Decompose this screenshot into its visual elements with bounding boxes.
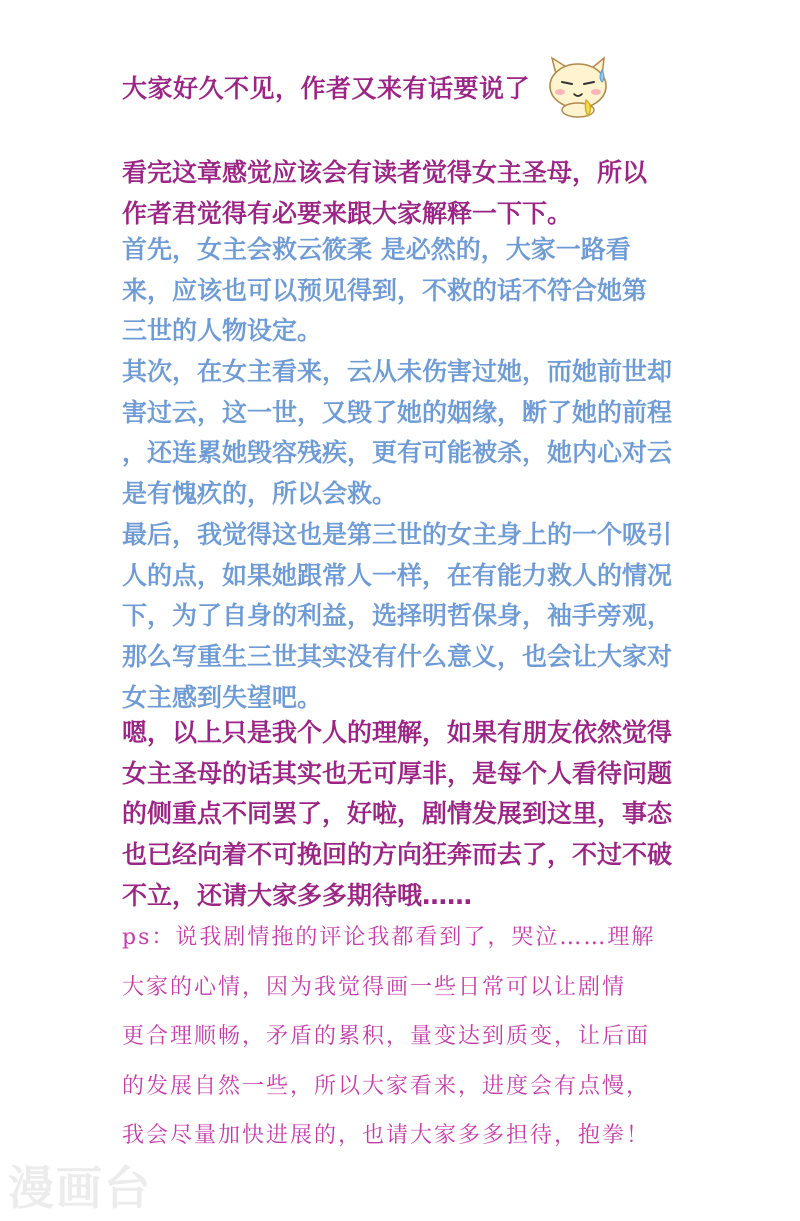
text-line: 的侧重点不同罢了，好啦，剧情发展到这里，事态 <box>122 799 673 829</box>
text-line: 看完这章感觉应该会有读者觉得女主圣母，所以 <box>122 158 648 187</box>
text-line: ，还连累她毁容残疾，更有可能被杀，她内心对云 <box>122 438 673 468</box>
ps-note <box>122 913 702 1161</box>
text-line: 首先，女主会救云筱柔 是必然的，大家一路看 <box>122 235 631 264</box>
text-line: 不立，还请大家多多期待哦…… <box>122 880 473 910</box>
text-line: 是有愧疚的，所以会救。 <box>122 479 398 509</box>
text-line: 我会尽量加快进展的，也请大家多多担待，抱拳！ <box>122 1123 651 1148</box>
text-line: 来，应该也可以预见得到，不救的话不符合她第 <box>122 275 648 305</box>
reason-last-paragraph <box>122 515 702 718</box>
closing-paragraph <box>122 713 702 916</box>
crying-cat-mascot-icon <box>542 56 614 118</box>
text-line: 其次，在女主看来，云从未伤害过她，而她前世却 <box>122 357 673 386</box>
reason-first-paragraph <box>122 230 702 352</box>
text-line: 害过云，这一世，又毁了她的姻缘，断了她的前程 <box>122 397 673 427</box>
text-line: 女主圣母的话其实也无可厚非，是每个人看待问题 <box>122 758 673 788</box>
text-line: 大家的心情，因为我觉得画一些日常可以让剧情 <box>122 974 627 1000</box>
text-line: 更合理顺畅，矛盾的累积，量变达到质变，让后面 <box>122 1024 651 1049</box>
text-line: 女主感到失望吧。 <box>122 682 323 712</box>
text-line: 最后，我觉得这也是第三世的女主身上的一个吸引 <box>122 520 673 549</box>
note-heading-row <box>122 62 614 112</box>
text-line: 作者君觉得有必要来跟大家解释一下下。 <box>122 198 573 228</box>
note-title: 大家好久不见，作者又来有话要说了 <box>122 74 531 103</box>
text-line: 下，为了自身的利益，选择明哲保身，袖手旁观， <box>122 601 673 631</box>
text-line: 人的点，如果她跟常人一样，在有能力救人的情况 <box>122 560 673 590</box>
text-line: ps：说我剧情拖的评论我都看到了，哭泣……理解 <box>122 925 656 950</box>
site-watermark: 漫画台 <box>8 1161 152 1215</box>
text-line: 嗯，以上只是我个人的理解，如果有朋友依然觉得 <box>122 718 673 747</box>
text-line: 三世的人物设定。 <box>122 316 323 346</box>
intro-paragraph <box>122 153 702 234</box>
text-line: 也已经向着不可挽回的方向狂奔而去了，不过不破 <box>122 840 673 870</box>
text-line: 的发展自然一些，所以大家看来，进度会有点慢， <box>122 1073 651 1099</box>
text-line: 那么写重生三世其实没有什么意义，也会让大家对 <box>122 642 673 672</box>
reason-second-paragraph <box>122 352 702 515</box>
